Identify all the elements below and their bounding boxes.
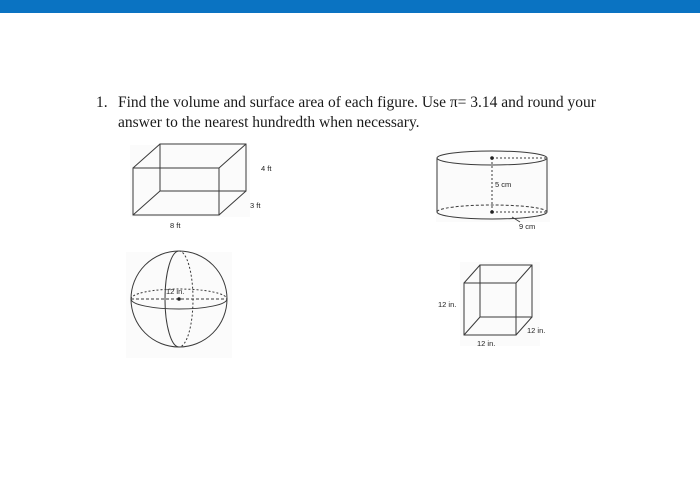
rectangular-prism-figure bbox=[130, 144, 250, 217]
cylinder-bottom-center-dot bbox=[490, 210, 494, 214]
cylinder-top-center-dot bbox=[490, 156, 494, 160]
question-text-line-2: answer to the nearest hundredth when necessary. bbox=[118, 114, 420, 131]
sphere-diameter-label: 12 in. bbox=[166, 287, 185, 296]
question-text-line-1: Find the volume and surface area of each figure. Use π= 3.14 and round your bbox=[118, 94, 596, 111]
sphere-figure bbox=[126, 251, 232, 358]
prism-length-label: 8 ft bbox=[170, 221, 181, 230]
prism-depth-label: 3 ft bbox=[250, 201, 261, 210]
cube-depth-label: 12 in. bbox=[527, 326, 546, 335]
sphere-center-dot bbox=[177, 297, 181, 301]
cube-width-label: 12 in. bbox=[477, 339, 496, 348]
cylinder-radius-label: 9 cm bbox=[519, 222, 536, 231]
cube-height-label: 12 in. bbox=[438, 300, 457, 309]
question-number: 1. bbox=[96, 94, 108, 111]
cylinder-height-label: 5 cm bbox=[495, 180, 512, 189]
prism-height-label: 4 ft bbox=[261, 164, 272, 173]
